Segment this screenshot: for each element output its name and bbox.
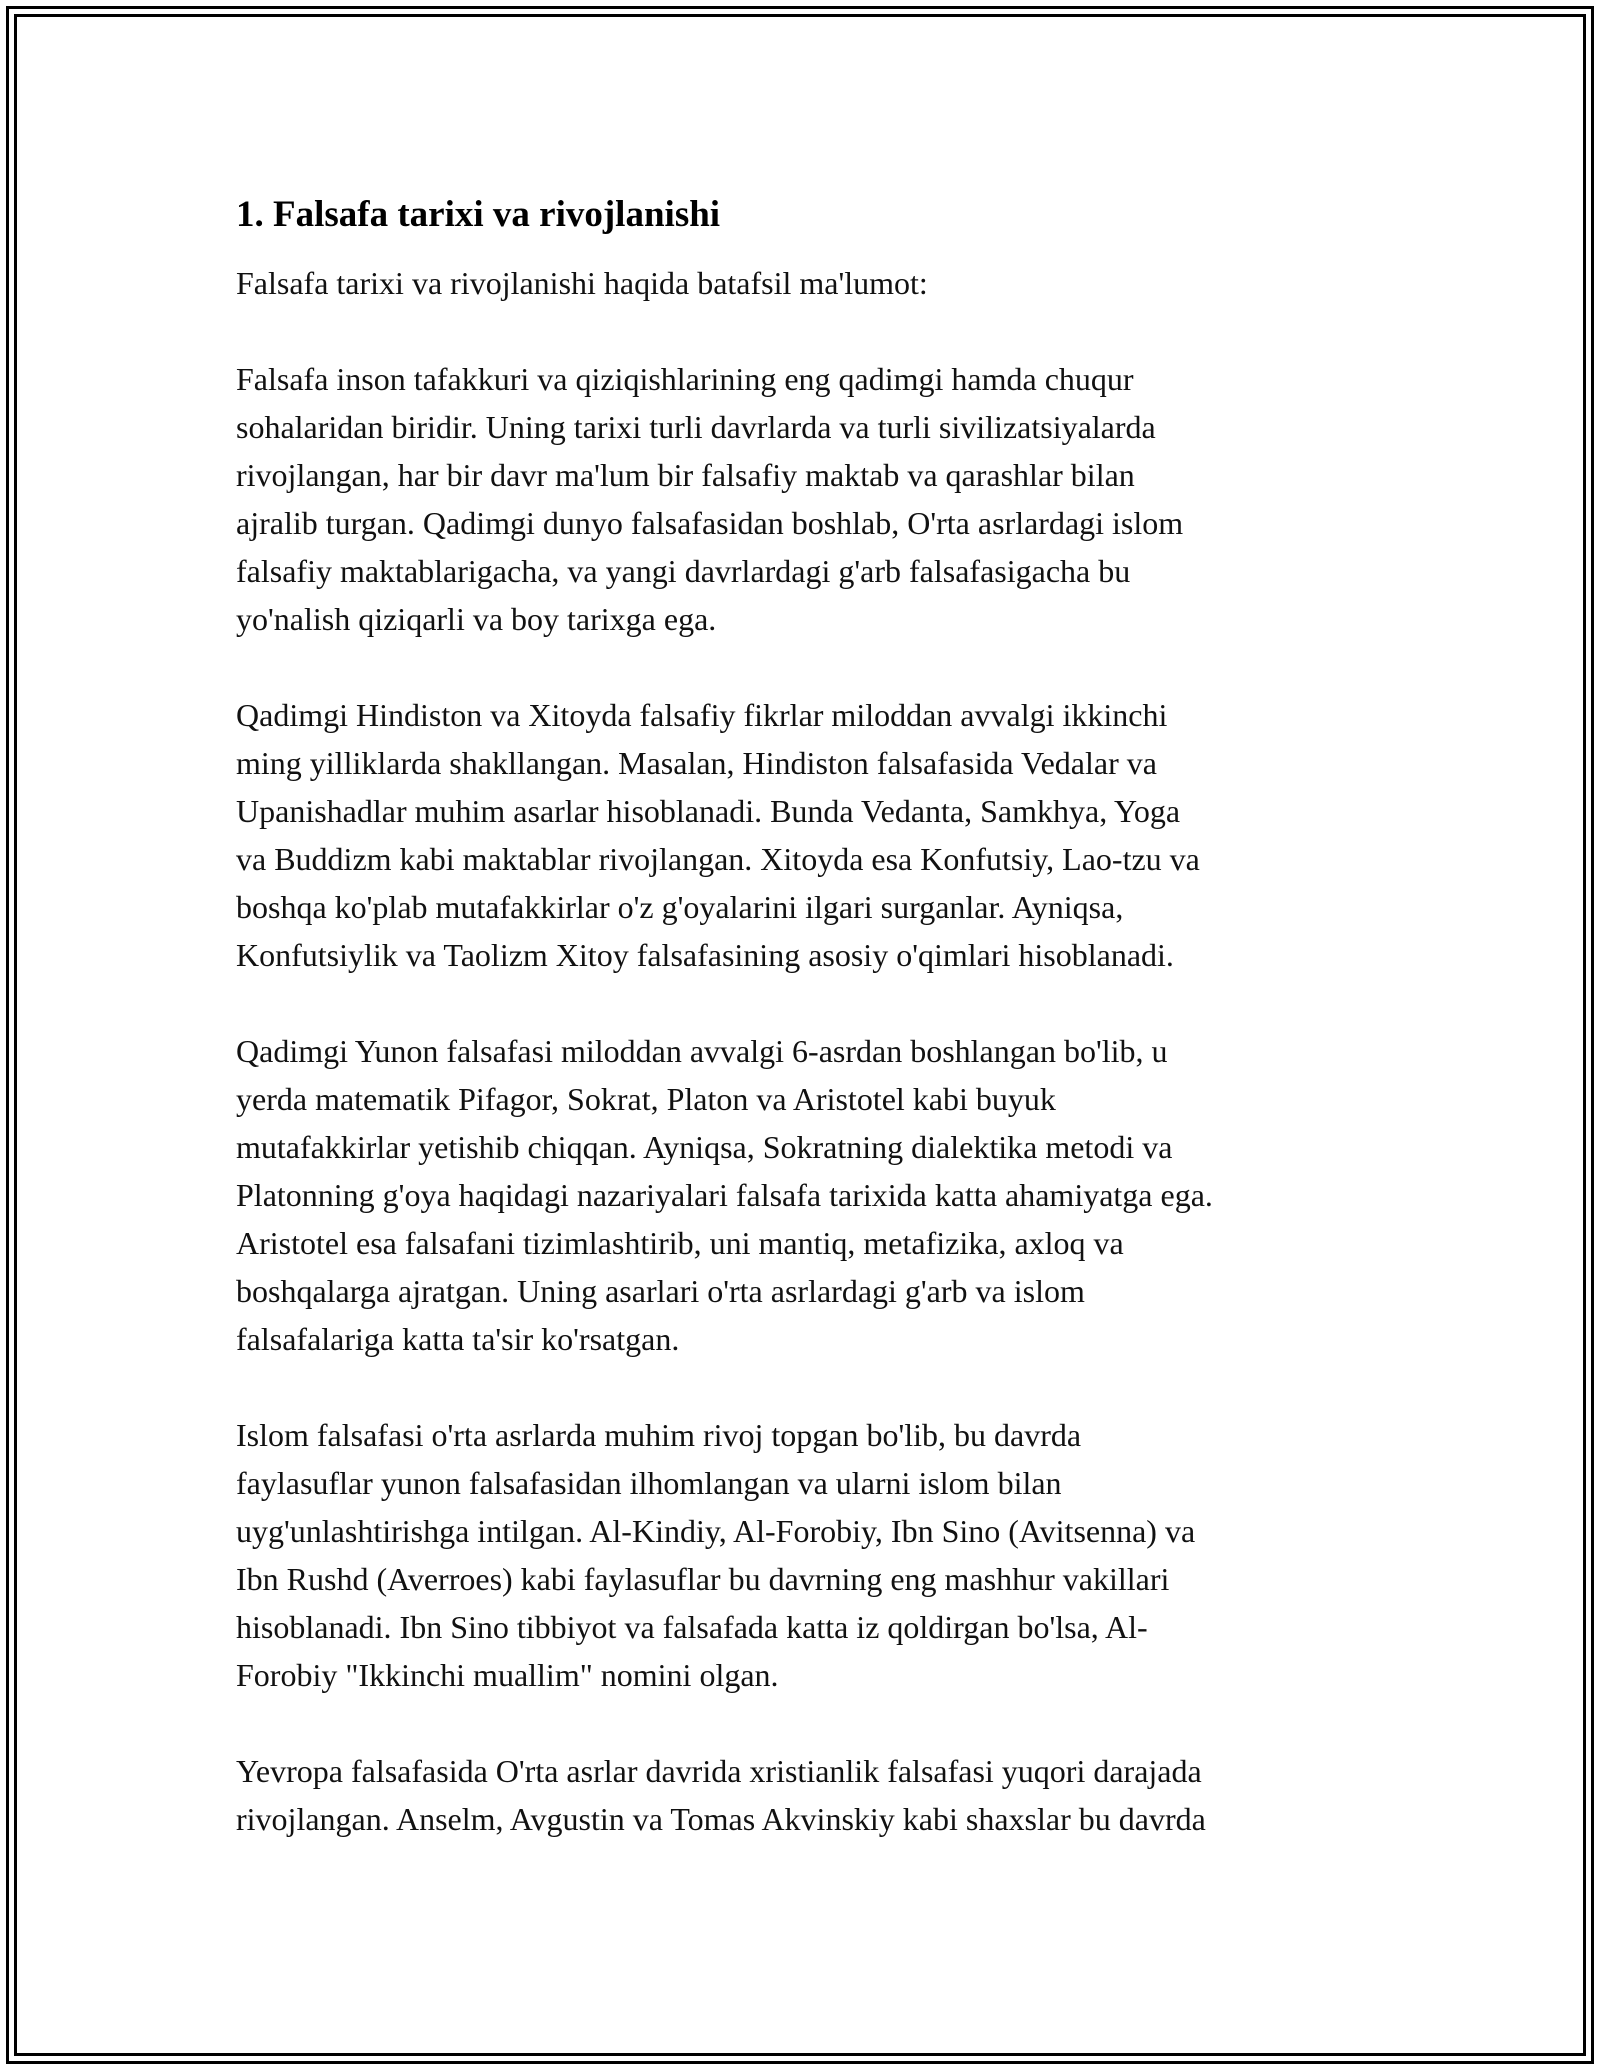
- paragraph-line: ajralib turgan. Qadimgi dunyo falsafasidan boshlab, O'rta asrlardagi islom: [236, 505, 1184, 541]
- paragraph-line: yo'nalish qiziqarli va boy tarixga ega.: [236, 601, 717, 637]
- paragraph-line: mutafakkirlar yetishib chiqqan. Ayniqsa, Sokratning dialektika metodi va: [236, 1129, 1173, 1165]
- document-body: [236, 190, 1366, 1843]
- paragraph-line: ming yilliklarda shakllangan. Masalan, Hindiston falsafasida Vedalar va: [236, 745, 1157, 781]
- paragraph-line: Yevropa falsafasida O'rta asrlar davrida xristianlik falsafasi yuqori darajada: [236, 1753, 1202, 1789]
- paragraph-line: Upanishadlar muhim asarlar hisoblanadi. Bunda Vedanta, Samkhya, Yoga: [236, 793, 1181, 829]
- paragraph-line: Falsafa inson tafakkuri va qiziqishlarining eng qadimgi hamda chuqur: [236, 361, 1134, 397]
- paragraph-line: Forobiy "Ikkinchi muallim" nomini olgan.: [236, 1657, 779, 1693]
- paragraph-line: rivojlangan, har bir davr ma'lum bir falsafiy maktab va qarashlar bilan: [236, 457, 1135, 493]
- paragraph-line: Ibn Rushd (Averroes) kabi faylasuflar bu davrning eng mashhur vakillari: [236, 1561, 1170, 1597]
- paragraph-1: [236, 355, 1366, 643]
- paragraph-line: falsafiy maktablarigacha, va yangi davrlardagi g'arb falsafasigacha bu: [236, 553, 1131, 589]
- paragraph-5: [236, 1747, 1366, 1843]
- paragraph-line: va Buddizm kabi maktablar rivojlangan. Xitoyda esa Konfutsiy, Lao-tzu va: [236, 841, 1200, 877]
- paragraph-line: hisoblanadi. Ibn Sino tibbiyot va falsafada katta iz qoldirgan bo'lsa, Al-: [236, 1609, 1148, 1645]
- paragraph-line: Qadimgi Hindiston va Xitoyda falsafiy fikrlar miloddan avvalgi ikkinchi: [236, 697, 1168, 733]
- paragraph-4: [236, 1411, 1366, 1699]
- paragraph-line: falsafalariga katta ta'sir ko'rsatgan.: [236, 1321, 680, 1357]
- paragraph-line: uyg'unlashtirishga intilgan. Al-Kindiy, Al-Forobiy, Ibn Sino (Avitsenna) va: [236, 1513, 1196, 1549]
- paragraph-line: sohalaridan biridir. Uning tarixi turli davrlarda va turli sivilizatsiyalarda: [236, 409, 1156, 445]
- paragraph-line: boshqa ko'plab mutafakkirlar o'z g'oyalarini ilgari surganlar. Ayniqsa,: [236, 889, 1124, 925]
- paragraph-line: Platonning g'oya haqidagi nazariyalari falsafa tarixida katta ahamiyatga ega.: [236, 1177, 1213, 1213]
- paragraph-line: rivojlangan. Anselm, Avgustin va Tomas Akvinskiy kabi shaxslar bu davrda: [236, 1801, 1206, 1837]
- paragraph-line: faylasuflar yunon falsafasidan ilhomlangan va ularni islom bilan: [236, 1465, 1062, 1501]
- paragraph-line: boshqalarga ajratgan. Uning asarlari o'rta asrlardagi g'arb va islom: [236, 1273, 1085, 1309]
- paragraph-line: Aristotel esa falsafani tizimlashtirib, uni mantiq, metafizika, axloq va: [236, 1225, 1124, 1261]
- paragraph-line: Qadimgi Yunon falsafasi miloddan avvalgi 6-asrdan boshlangan bo'lib, u: [236, 1033, 1168, 1069]
- paragraph-2: [236, 691, 1366, 979]
- paragraph-line: Islom falsafasi o'rta asrlarda muhim rivoj topgan bo'lib, bu davrda: [236, 1417, 1082, 1453]
- intro-text: Falsafa tarixi va rivojlanishi haqida batafsil ma'lumot:: [236, 265, 928, 301]
- section-heading: 1. Falsafa tarixi va rivojlanishi: [236, 194, 721, 235]
- paragraph-line: Konfutsiylik va Taolizm Xitoy falsafasining asosiy o'qimlari hisoblanadi.: [236, 937, 1174, 973]
- paragraph-line: yerda matematik Pifagor, Sokrat, Platon va Aristotel kabi buyuk: [236, 1081, 1056, 1117]
- paragraph-3: [236, 1027, 1366, 1363]
